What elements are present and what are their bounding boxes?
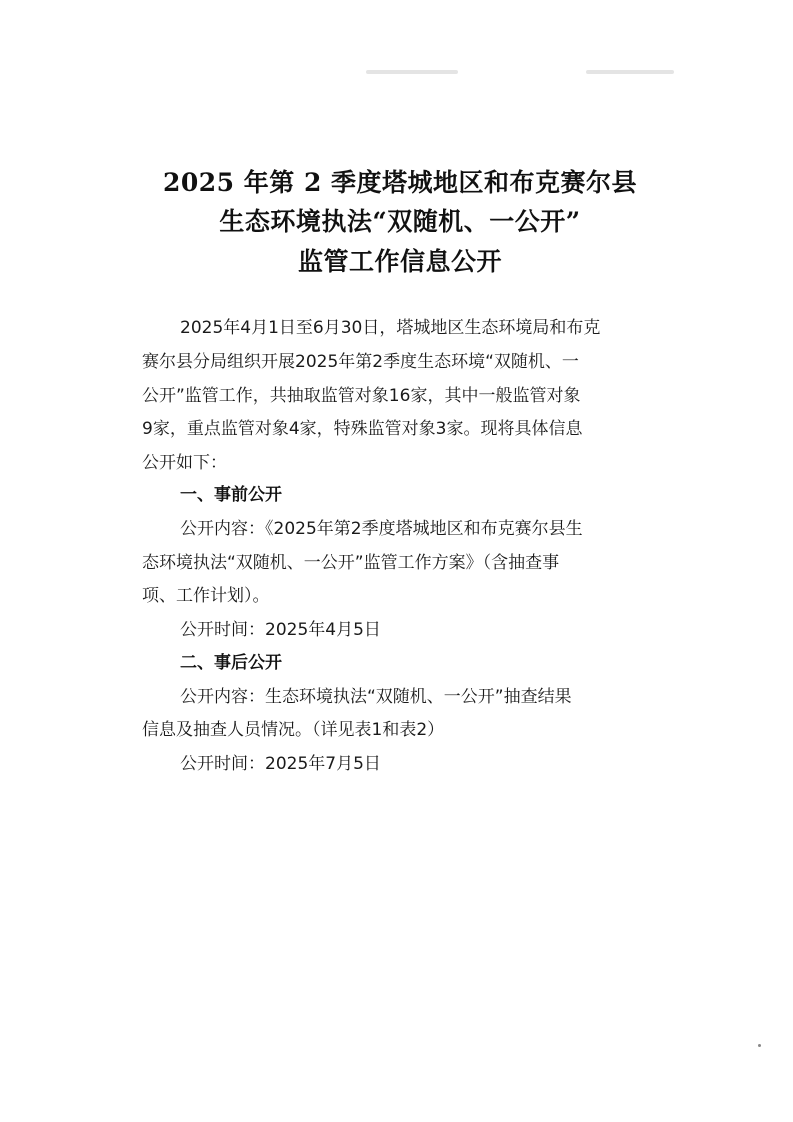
intro-line-2: 赛尔县分局组织开展2025年第2季度生态环境“双随机、一: [142, 352, 579, 372]
section-1-content-line-3: 项、工作计划）。: [142, 586, 270, 606]
section-1-time: 公开时间：2025年4月5日: [180, 620, 381, 640]
section-1-content-line-1: 公开内容：《2025年第2季度塔城地区和布克赛尔县生: [180, 519, 583, 539]
intro-line-1: 2025年4月1日至6月30日，塔城地区生态环境局和布克: [180, 318, 601, 338]
section-1-content-line-2: 态环境执法“双随机、一公开”监管工作方案》（含抽查事: [142, 553, 560, 573]
title-line-1: 2025 年第 2 季度塔城地区和布克赛尔县: [162, 168, 638, 197]
scan-artifact: [586, 70, 674, 74]
intro-line-4: 9家，重点监管对象4家，特殊监管对象3家。现将具体信息: [142, 419, 583, 439]
scan-artifact-dot: [758, 1044, 761, 1047]
section-1-heading: 一、事前公开: [180, 485, 282, 505]
intro-line-3: 公开”监管工作，共抽取监管对象16家，其中一般监管对象: [142, 386, 581, 406]
title-line-3: 监管工作信息公开: [297, 247, 502, 276]
section-2-time: 公开时间：2025年7月5日: [180, 754, 381, 774]
title-line-2: 生态环境执法“双随机、一公开”: [219, 207, 581, 236]
section-2-heading: 二、事后公开: [180, 653, 282, 673]
intro-line-5: 公开如下：: [142, 453, 227, 473]
section-2-content-line-2: 信息及抽查人员情况。（详见表1和表2）: [142, 720, 445, 740]
scan-artifact: [366, 70, 458, 74]
section-2-content-line-1: 公开内容：生态环境执法“双随机、一公开”抽查结果: [180, 687, 572, 707]
